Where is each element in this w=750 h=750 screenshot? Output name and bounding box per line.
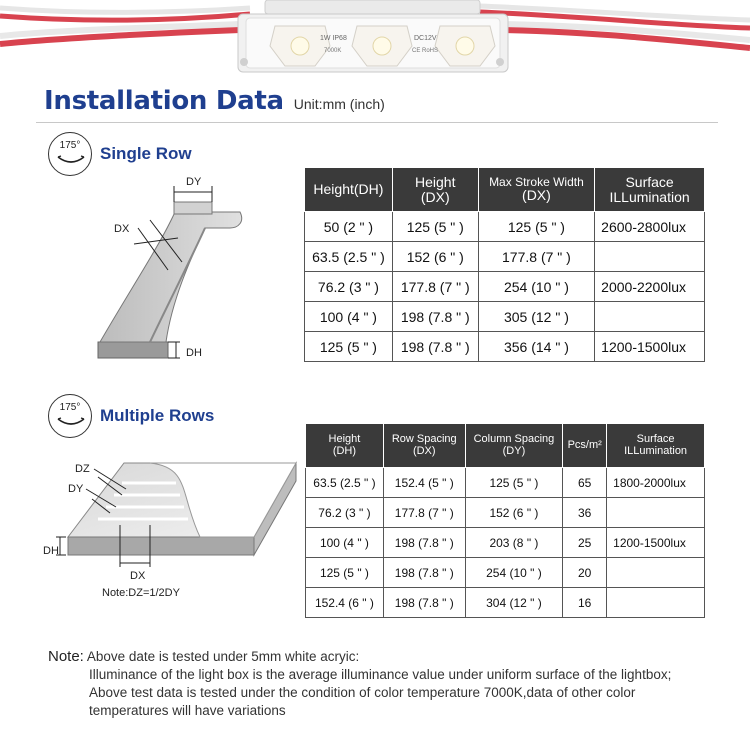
note-line: temperatures will have variations: [89, 703, 286, 718]
col-surface-illumination: [595, 168, 705, 212]
table-cell: 2600-2800lux: [595, 212, 705, 242]
table-header-row: [305, 168, 705, 212]
module-label-right: DC12V: [414, 35, 437, 42]
table-cell: [607, 498, 705, 528]
note-line: Above test data is tested under the condition of color temperature 7000K,data of other color: [89, 685, 636, 700]
test-note: [48, 648, 728, 720]
module-label-left: 1W IP68: [320, 35, 347, 42]
table-cell: 1200-1500lux: [595, 332, 705, 362]
table-cell: 152 (6 " ): [465, 498, 563, 528]
header-text: (DX): [420, 188, 450, 205]
note-line: Illuminance of the light box is the average illuminance value under uniform surface of the lightbox;: [89, 667, 672, 682]
table-cell: 305 (12 " ): [478, 302, 595, 332]
table-cell: 76.2 (3 " ): [306, 498, 384, 528]
header-text: (DX): [522, 187, 551, 204]
module-label-left-sub: 7000K: [324, 48, 342, 54]
table-header-row: [306, 424, 705, 468]
col-column-spacing: [465, 424, 563, 468]
dx-label: DX: [114, 223, 130, 235]
header-text: (DX): [412, 444, 436, 457]
dh-label: DH: [186, 347, 202, 359]
beam-angle-icon: [48, 394, 92, 438]
table-row: [306, 468, 705, 498]
dz-note: Note:DZ=1/2DY: [102, 587, 180, 599]
dx-label: DX: [130, 570, 146, 582]
table-cell: 198 (7.8 " ): [392, 332, 478, 362]
col-row-spacing: [383, 424, 465, 468]
table-cell: 63.5 (2.5 " ): [306, 468, 384, 498]
header-text: (DY): [502, 444, 526, 457]
table-cell: 50 (2 " ): [305, 212, 393, 242]
table-cell: 65: [563, 468, 607, 498]
note-label: Note:: [48, 648, 84, 665]
table-cell: 125 (5 " ): [392, 212, 478, 242]
table-cell: 203 (8 " ): [465, 528, 563, 558]
table-cell: 125 (5 " ): [478, 212, 595, 242]
table-cell: 125 (5 " ): [305, 332, 393, 362]
dy-label: DY: [68, 483, 84, 495]
col-height-dh: [305, 168, 393, 212]
header-text: ILLumination: [624, 444, 688, 457]
note-line: Above date is tested under 5mm white acryic:: [86, 649, 360, 664]
dy-label: DY: [186, 176, 202, 188]
beam-angle-label: 175°: [59, 402, 81, 413]
table-cell: 100 (4 " ): [306, 528, 384, 558]
table-cell: [595, 302, 705, 332]
table-cell: 254 (10 " ): [465, 558, 563, 588]
module-label-right-sub: CE RoHS: [412, 48, 439, 54]
page-title: Installation Data: [44, 86, 284, 116]
header-text: (DH): [332, 444, 357, 457]
header-text: Height: [415, 173, 456, 190]
multiple-rows-title: Multiple Rows: [100, 406, 215, 425]
table-cell: 304 (12 " ): [465, 588, 563, 618]
table-cell: 125 (5 " ): [465, 468, 563, 498]
col-surface-illumination: [607, 424, 705, 468]
single-row-diagram: [90, 170, 290, 375]
table-row: [305, 302, 705, 332]
table-cell: 76.2 (3 " ): [305, 272, 393, 302]
table-cell: [607, 558, 705, 588]
multiple-rows-heading: [48, 394, 214, 438]
title-divider: [36, 122, 718, 123]
table-cell: 125 (5 " ): [306, 558, 384, 588]
col-height-dx: [392, 168, 478, 212]
table-row: [306, 558, 705, 588]
table-cell: 63.5 (2.5 " ): [305, 242, 393, 272]
table-cell: 198 (7.8 " ): [383, 528, 465, 558]
table-cell: 198 (7.8 " ): [383, 588, 465, 618]
table-row: [305, 272, 705, 302]
table-row: [306, 498, 705, 528]
table-cell: 177.8 (7 " ): [383, 498, 465, 528]
table-cell: 1800-2000lux: [607, 468, 705, 498]
header-text: Row Spacing: [391, 432, 457, 445]
table-cell: 100 (4 " ): [305, 302, 393, 332]
header-text: ILLumination: [609, 188, 690, 205]
header-text: Column Spacing: [473, 432, 555, 445]
header-text: Max Stroke Width: [489, 174, 584, 189]
table-cell: 198 (7.8 " ): [392, 302, 478, 332]
table-cell: 198 (7.8 " ): [383, 558, 465, 588]
table-cell: [607, 588, 705, 618]
table-cell: 356 (14 " ): [478, 332, 595, 362]
single-row-table: [304, 167, 705, 362]
table-cell: 25: [563, 528, 607, 558]
table-cell: 177.8 (7 " ): [392, 272, 478, 302]
table-cell: 152.4 (6 " ): [306, 588, 384, 618]
table-cell: [595, 242, 705, 272]
header-text: Surface: [636, 432, 675, 445]
single-row-title: Single Row: [100, 144, 192, 163]
table-cell: 254 (10 " ): [478, 272, 595, 302]
table-row: [305, 212, 705, 242]
multiple-rows-diagram: [40, 455, 300, 610]
dz-label: DZ: [75, 463, 90, 475]
table-cell: 2000-2200lux: [595, 272, 705, 302]
table-cell: 36: [563, 498, 607, 528]
header-text: Height(DH): [313, 181, 384, 198]
table-cell: 16: [563, 588, 607, 618]
multiple-rows-table: [305, 423, 705, 618]
table-row: [305, 332, 705, 362]
table-row: [306, 528, 705, 558]
col-height-dh: [306, 424, 384, 468]
table-cell: 20: [563, 558, 607, 588]
col-max-stroke: [478, 168, 595, 212]
unit-label: Unit:mm (inch): [293, 96, 385, 112]
table-cell: 1200-1500lux: [607, 528, 705, 558]
table-cell: 152 (6 " ): [392, 242, 478, 272]
col-pcs-per-m2: [563, 424, 607, 468]
beam-angle-icon: [48, 132, 92, 176]
table-row: [305, 242, 705, 272]
dh-label: DH: [43, 545, 59, 557]
page-header: [44, 86, 385, 116]
table-cell: 177.8 (7 " ): [478, 242, 595, 272]
led-module-photo: [0, 0, 750, 78]
table-cell: 152.4 (5 " ): [383, 468, 465, 498]
header-text: Surface: [625, 173, 674, 190]
table-row: [306, 588, 705, 618]
header-text: Height: [328, 432, 361, 445]
header-text: Pcs/m²: [567, 438, 602, 451]
beam-angle-label: 175°: [59, 140, 81, 151]
